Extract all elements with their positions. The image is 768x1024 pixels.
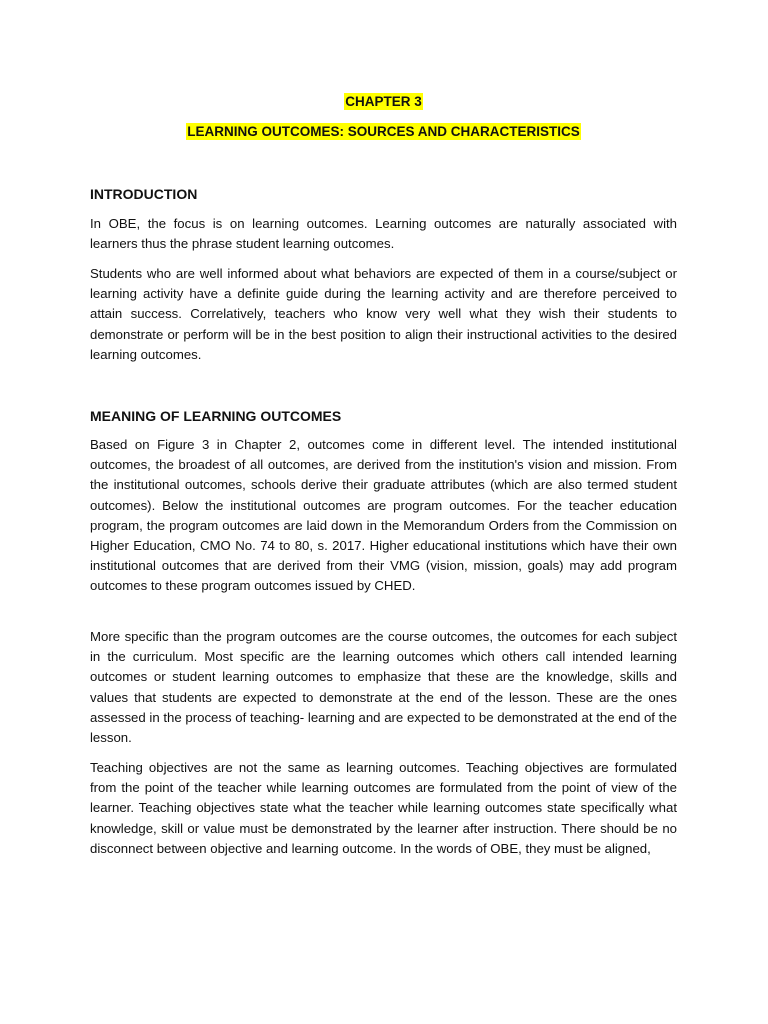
chapter-label: CHAPTER 3	[345, 94, 422, 109]
chapter-title-block	[90, 123, 677, 141]
section-heading-meaning-of-learning-outcomes: MEANING OF LEARNING OUTCOMES	[90, 408, 342, 424]
paragraph: Teaching objectives are not the same as learning outcomes. Teaching objectives are formulated from the point of the teacher while learning outcomes are formulated from the point of view of the learner. Teaching objectives state what the teacher while learning outcomes state specifically what knowledge, skill or value must be demonstrated by the learner after instruction. There should be no disconnect between objective and learning outcome. In the words of OBE, they must be aligned,	[90, 760, 677, 856]
section-heading-introduction: INTRODUCTION	[90, 186, 198, 202]
paragraph: Students who are well informed about what behaviors are expected of them in a course/subject or learning activity have a definite guide during the learning activity and are therefore perceived to attain success. Correlatively, teachers who know very well what they wish their students to demonstrate or perform will be in the best position to align their instructional activities to the desired learning outcomes.	[90, 266, 677, 362]
chapter-label-block	[90, 93, 677, 111]
paragraph: More specific than the program outcomes are the course outcomes, the outcomes for each subject in the curriculum. Most specific are the learning outcomes which others call intended learning outcomes or student learning outcomes to emphasize that these are the knowledge, skills and values that students are expected to demonstrate at the end of the lesson. These are the ones assessed in the process of teaching- learning and are expected to be demonstrated at the end of the lesson.	[90, 629, 677, 746]
chapter-title: LEARNING OUTCOMES: SOURCES AND CHARACTERISTICS	[187, 124, 580, 139]
paragraph: In OBE, the focus is on learning outcomes. Learning outcomes are naturally associated with learners thus the phrase student learning outcomes.	[90, 216, 677, 252]
paragraph: Based on Figure 3 in Chapter 2, outcomes come in different level. The intended institutional outcomes, the broadest of all outcomes, are derived from the institution's vision and mission. From the institutional outcomes, schools derive their graduate attributes (which are also termed student outcomes). Below the institutional outcomes are program outcomes. For the teacher education program, the program outcomes are laid down in the Memorandum Orders from the Commission on Higher Education, CMO No. 74 to 80, s. 2017. Higher educational institutions which have their own institutional outcomes that are derived from their VMG (vision, mission, goals) may add program outcomes to these program outcomes issued by CHED.	[90, 437, 677, 594]
